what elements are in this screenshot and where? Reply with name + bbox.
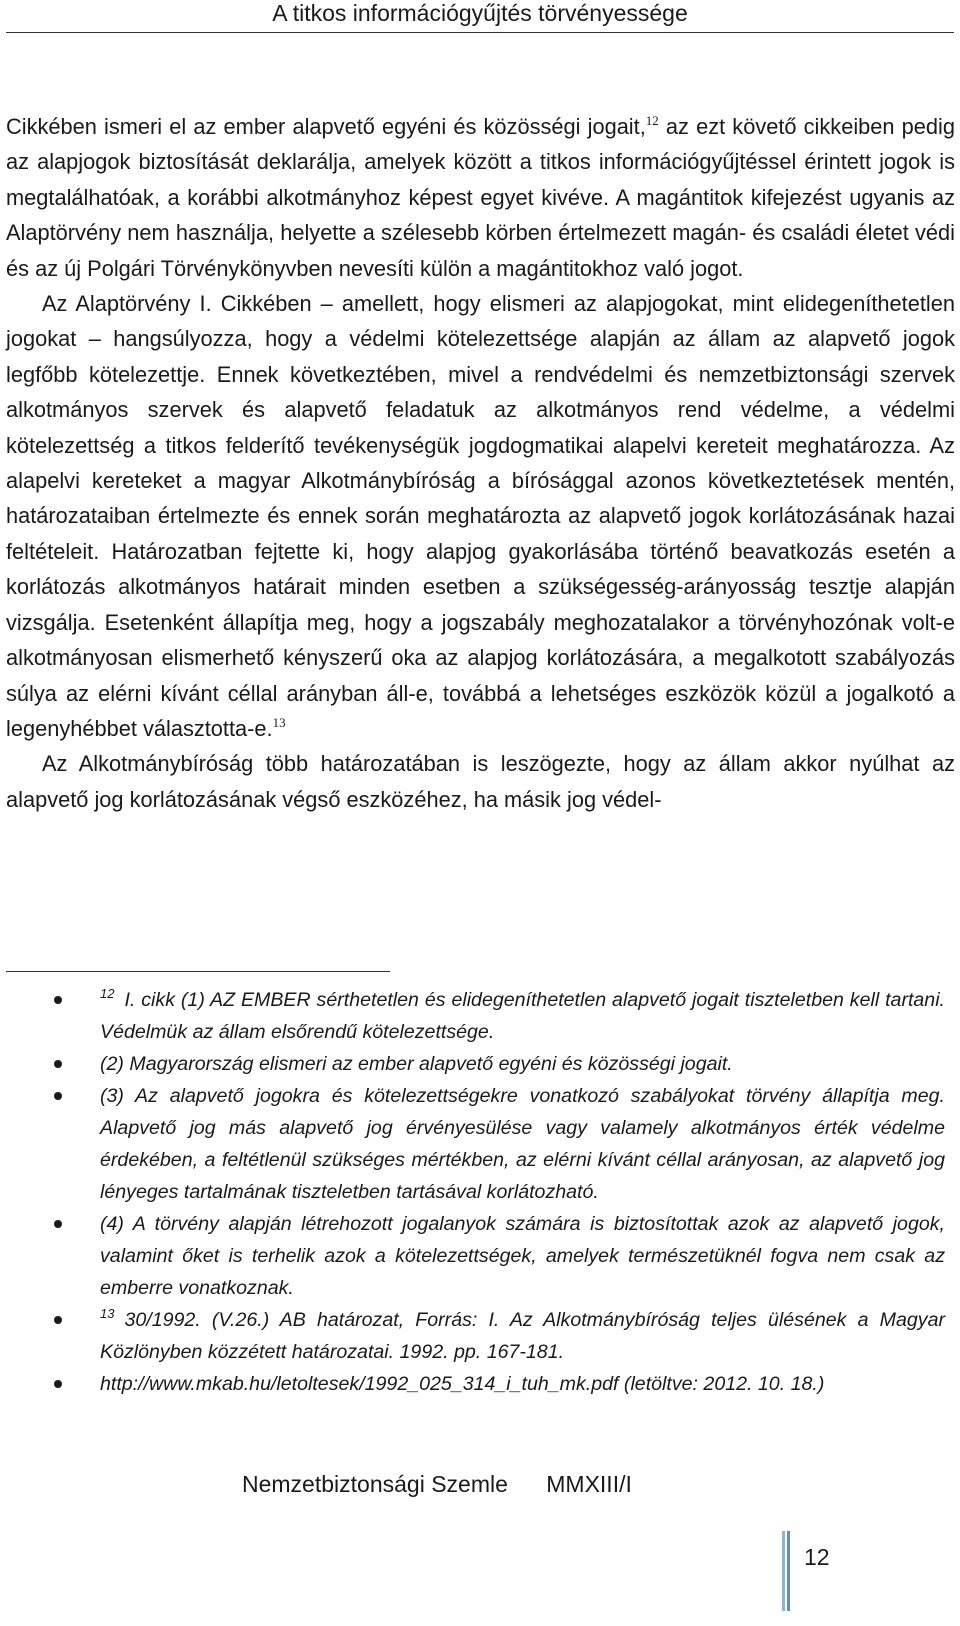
footnote-separator [6,971,390,972]
footnote-item [50,1208,945,1304]
journal-title: Nemzetbiztonsági Szemle [242,1471,508,1497]
footnote-number: 12 [100,986,115,1001]
paragraph-2-text: Az Alaptörvény I. Cikkében – amellett, hogy elismeri az alapjogokat, mint elidegeníthetetlen jogokat – hangsúlyozza, hogy a védelmi kötelezettsége alapján az állam az alapvető jogok legfőbb kötelezettje. Ennek következtében, mivel a rendvédelmi és nemzetbiztonsági szervek alkotmányos szervek és alapvető feladatuk az alkotmányos rend védelme, a védelmi kötelezettség a titkos felderítő tevékenységük jogdogmatikai alapelvi kereteit meghatározza. Az alapelvi kereteket a magyar Alkotmánybíróság a bírósággal azonos következtetések mentén, határozataiban értelmezte és ennek során meghatározta az alapvető jogok korlátozásának hazai feltételeit. Határozatban fejtette ki, hogy alapjog gyakorlásába történő beavatkozás esetén a korlátozás alkotmányos határait minden esetben a szükségesség-arányosság tesztje alapján vizsgálja. Esetenként állapítja meg, hogy a jogszabály meghozatalakor a törvényhozónak volt-e alkotmányosan elismerhető kényszerű oka az alapjog korlátozására, a megalkotott szabályozás súlya az elérni kívánt céllal arányban áll-e, továbbá a lehetséges eszközök közül a jogalkotó a legenyhébbet választotta-e. [6,291,955,741]
header-rule [6,32,954,33]
footnote-text: 30/1992. (V.26.) AB határozat, Forrás: I. Az Alkotmánybíróság teljes ülésének a Magyar Közlönyben közzétett határozatai. 1992. pp. 167-181. [100,1309,945,1363]
footnote-text: (3) Az alapvető jogokra és kötelezettségekre vonatkozó szabályokat törvény állapítja meg. Alapvető jog más alapvető jog érvényesülése vagy valamely alkotmányos érték védelme érdekében, a feltétlenül szükséges mértékben, az elérni kívánt céllal arányosan, az alapvető jog lényeges tartalmának tiszteletben tartásával korlátozható. [100,1085,945,1203]
footnote-item [50,984,945,1048]
paragraph-3: Az Alkotmánybíróság több határozatában is leszögezte, hogy az állam akkor nyúlhat az alapvető jog korlátozásának végső eszközéhez, ha másik jog védel- [6,751,955,812]
footnote-text: (4) A törvény alapján létrehozott jogalanyok számára is biztosítottak azok az alapvető jogok, valamint őket is terhelik azok a kötelezettségek, amelyek természetüknél fogva nem csak az emberre vonatkoznak. [100,1213,945,1299]
issue-label: MMXIII/I [546,1471,632,1497]
accent-bar-light [782,1531,785,1611]
footnote-link[interactable]: http://www.mkab.hu/letoltesek/1992_025_314_i_tuh_mk.pdf (letöltve: 2012. 10. 18.) [100,1373,825,1395]
paragraph-1-text-b: az ezt követő cikkeiben pedig az alapjogok biztosítását deklarálja, amelyek között a titkos információgyűjtéssel érintett jogok is megtalálhatóak, a korábbi alkotmányhoz képest egyet kivéve. A magántitok kifejezést ugyanis az Alaptörvény nem használja, helyette a szélesebb körben értelmezett magán- és családi életet védi és az új Polgári Törvénykönyvben nevesíti külön a magántitokhoz való jogot. [6,114,955,281]
footnote-number: 13 [100,1306,115,1321]
footnote-ref-12[interactable]: 12 [645,113,659,128]
paragraph-1-text-a: Cikkében ismeri el az ember alapvető egyéni és közösségi jogait, [6,114,646,139]
footnote-item [50,1304,945,1368]
accent-bar-dark [787,1531,790,1611]
footnote-text: I. cikk (1) AZ EMBER sérthetetlen és elidegeníthetetlen alapvető jogait tiszteletben kell tartani. Védelmük az állam elsőrendű kötelezettsége. [100,989,945,1043]
page-number-box [782,1531,862,1611]
footnote-item [50,1048,945,1080]
paragraph-2 [6,286,955,746]
running-footer [242,1470,632,1498]
main-body-text [6,109,955,817]
running-header: A titkos információgyűjtés törvényessége [272,0,688,26]
footnote-item [50,1080,945,1208]
footnote-text: (2) Magyarország elismeri az ember alapvető egyéni és közösségi jogait. [100,1053,733,1075]
footnote-list [50,984,945,1400]
page-number: 12 [804,1544,830,1570]
footnote-ref-13[interactable]: 13 [272,714,286,730]
footnote-item [50,1368,945,1400]
paragraph-1 [6,109,955,286]
